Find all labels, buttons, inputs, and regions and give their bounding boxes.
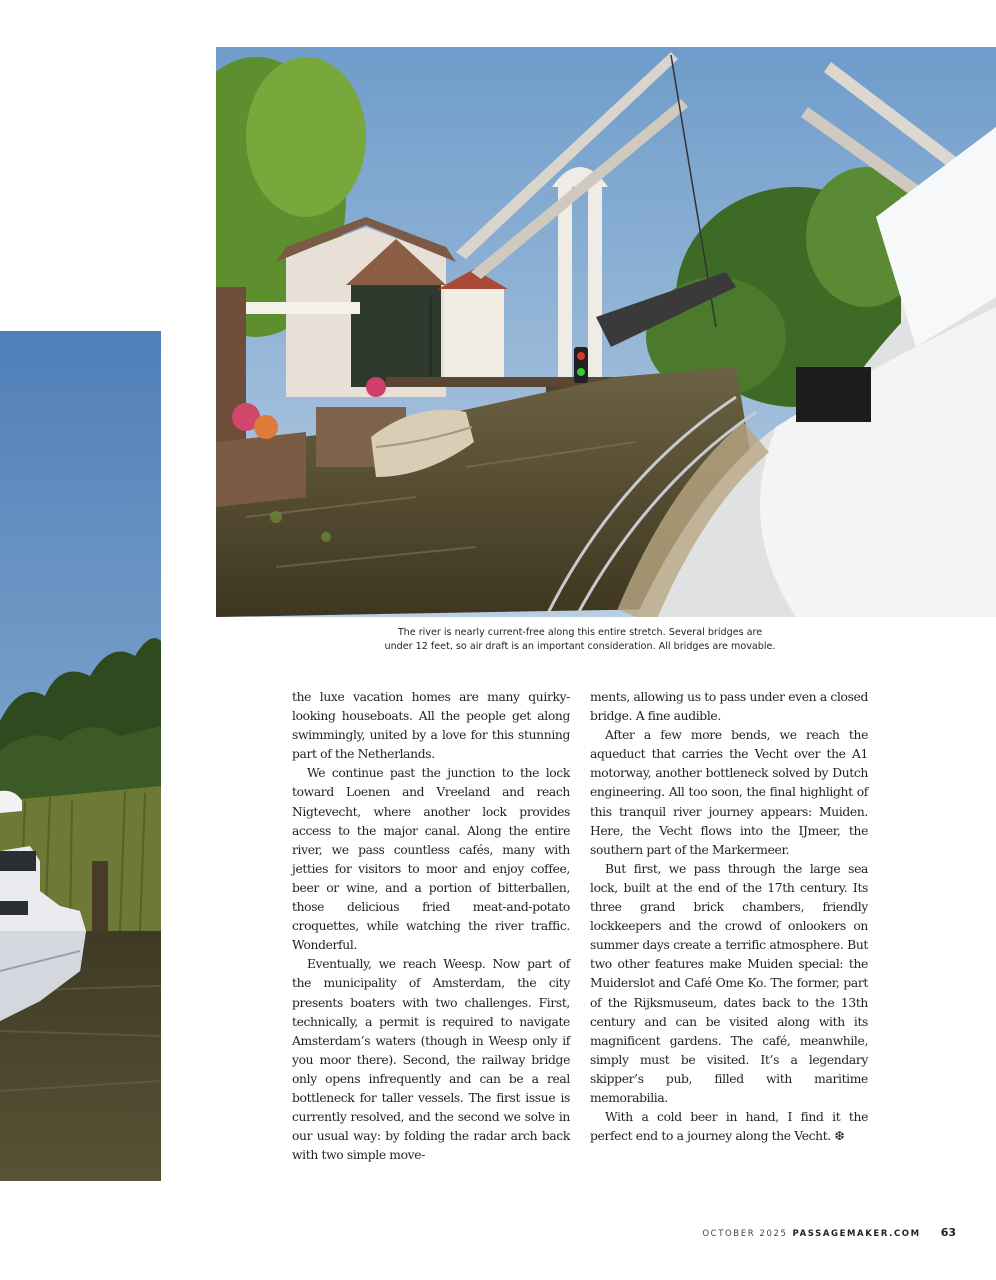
- photo-caption: [290, 626, 870, 653]
- article-paragraph: Eventually, we reach Weesp. Now part of the municipality of Amsterdam, the city presents boaters with two challenges. First, technically, a permit is required to navigate Amsterdam’s waters (though in Weesp only if you moor there). Second, the railway bridge only opens infrequently and can be a real bottleneck for taller vessels. The first issue is currently resolved, and the second we solve in our usual way: by folding the radar arch back with two simple move-: [292, 957, 570, 1163]
- article-paragraph: ments, allowing us to pass under even a closed bridge. A fine audible.: [590, 690, 868, 724]
- drawbridge-illustration: [216, 47, 996, 617]
- yacht-river-illustration: [0, 331, 161, 1181]
- article-column-2: [590, 688, 868, 1146]
- end-mark-icon: ❆: [834, 1129, 845, 1144]
- article-paragraph: After a few more bends, we reach the aqueduct that carries the Vecht over the A1 motorway, another bottleneck solved by Dutch engineering. All too soon, the final highlight of this tranquil river journey appears: Muiden. Here, the Vecht flows into the IJmeer, the southern part of the Markermeer.: [590, 728, 868, 857]
- page-footer: [702, 1226, 956, 1239]
- article-paragraph: But first, we pass through the large sea lock, built at the end of the 17th century. Its three grand brick chambers, friendly lockkeepers and the crowd of onlookers on summer days create a terrific atmosphere. But two other features make Muiden special: the Muiderslot and Café Ome Ko. The former, part of the Rijksmuseum, dates back to the 13th century and can be visited along with its magnificent gardens. The café, meanwhile, simply must be visited. It’s a legendary skipper’s pub, filled with maritime memorabilia.: [590, 861, 868, 1105]
- left-yacht-photo: [0, 331, 161, 1181]
- article-paragraph-text: With a cold beer in hand, I find it the perfect end to a journey along the Vecht.: [590, 1110, 868, 1144]
- article-column-1: [292, 688, 570, 1165]
- caption-line-2: under 12 feet, so air draft is an important consideration. All bridges are movable.: [384, 640, 776, 652]
- article-last-paragraph: [590, 1108, 868, 1146]
- drawbridge-river-photo: [216, 47, 996, 617]
- article-paragraph: We continue past the junction to the lock toward Loenen and Vreeland and reach Nigtevecht, where another lock provides access to the major canal. Along the entire river, we pass countless cafés, many with jetties for visitors to moor and enjoy coffee, beer or wine, and a portion of bitterballen, those delicious fried meat-and-potato croquettes, while watching the river traffic. Wonderful.: [292, 766, 570, 953]
- page-number: 63: [940, 1226, 956, 1239]
- website-link[interactable]: PASSAGEMAKER.COM: [792, 1229, 921, 1239]
- article-paragraph: the luxe vacation homes are many quirky-looking houseboats. All the people get along swimmingly, united by a love for this stunning part of the Netherlands.: [292, 690, 570, 762]
- issue-date: OCTOBER 2025: [702, 1229, 788, 1239]
- caption-line-1: The river is nearly current-free along this entire stretch. Several bridges are: [397, 627, 763, 638]
